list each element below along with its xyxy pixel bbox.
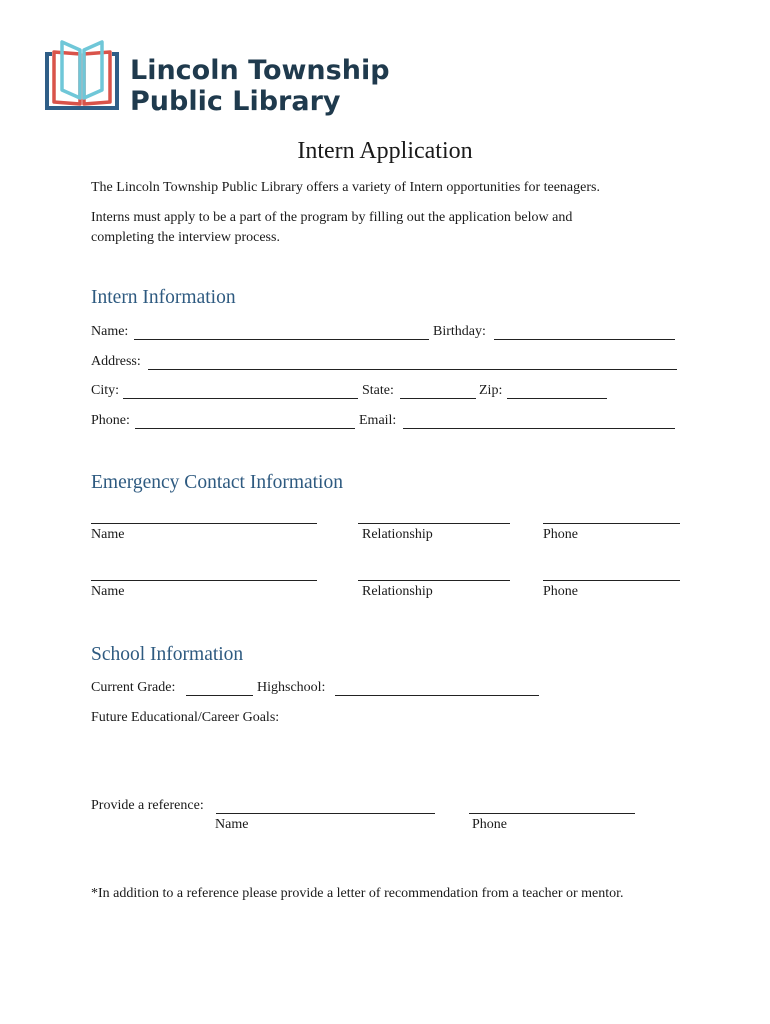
email-field[interactable] <box>403 428 675 429</box>
logo-line-1: Lincoln Township <box>130 55 390 86</box>
email-label: Email: <box>359 413 397 428</box>
address-field[interactable] <box>148 369 677 370</box>
emergency-2-relationship-label: Relationship <box>362 584 433 599</box>
reference-name-field[interactable] <box>216 813 435 814</box>
emergency-2-name-field[interactable] <box>91 580 317 581</box>
emergency-1-relationship-label: Relationship <box>362 527 433 542</box>
emergency-1-name-field[interactable] <box>91 523 317 524</box>
emergency-2-phone-label: Phone <box>543 584 578 599</box>
emergency-1-phone-label: Phone <box>543 527 578 542</box>
phone-field[interactable] <box>135 428 355 429</box>
emergency-1-phone-field[interactable] <box>543 523 680 524</box>
intro-paragraph-2b: completing the interview process. <box>91 230 280 245</box>
name-label: Name: <box>91 324 129 339</box>
birthday-field[interactable] <box>494 339 675 340</box>
school-heading: School Information <box>91 644 244 665</box>
emergency-2-name-label: Name <box>91 584 125 599</box>
city-label: City: <box>91 383 120 398</box>
goals-label: Future Educational/Career Goals: <box>91 710 280 725</box>
phone-label: Phone: <box>91 413 130 428</box>
intro-paragraph-2a: Interns must apply to be a part of the program by filling out the application below and <box>91 210 573 225</box>
footnote: *In addition to a reference please provide a letter of recommendation from a teacher or mentor. <box>91 886 624 901</box>
reference-name-caption: Name <box>215 817 249 832</box>
intern-info-heading: Intern Information <box>91 287 236 308</box>
page-title: Intern Application <box>297 138 473 164</box>
grade-field[interactable] <box>186 695 253 696</box>
zip-field[interactable] <box>507 398 607 399</box>
city-field[interactable] <box>123 398 358 399</box>
emergency-1-name-label: Name <box>91 527 125 542</box>
intro-paragraph-1: The Lincoln Township Public Library offers a variety of Intern opportunities for teenagers. <box>91 180 600 195</box>
name-field[interactable] <box>134 339 429 340</box>
reference-phone-caption: Phone <box>472 817 507 832</box>
highschool-label: Highschool: <box>257 680 326 695</box>
reference-label: Provide a reference: <box>91 798 204 813</box>
emergency-heading: Emergency Contact Information <box>91 472 343 493</box>
highschool-field[interactable] <box>335 695 539 696</box>
reference-phone-field[interactable] <box>469 813 635 814</box>
emergency-2-phone-field[interactable] <box>543 580 680 581</box>
emergency-1-relationship-field[interactable] <box>358 523 510 524</box>
logo-line-2: Public Library <box>130 86 341 117</box>
state-field[interactable] <box>400 398 476 399</box>
goals-field[interactable] <box>91 730 681 790</box>
state-label: State: <box>362 383 394 398</box>
zip-label: Zip: <box>479 383 503 398</box>
birthday-label: Birthday: <box>433 324 486 339</box>
open-book-icon <box>44 40 120 114</box>
address-label: Address: <box>91 354 141 369</box>
emergency-2-relationship-field[interactable] <box>358 580 510 581</box>
grade-label: Current Grade: <box>91 680 176 695</box>
